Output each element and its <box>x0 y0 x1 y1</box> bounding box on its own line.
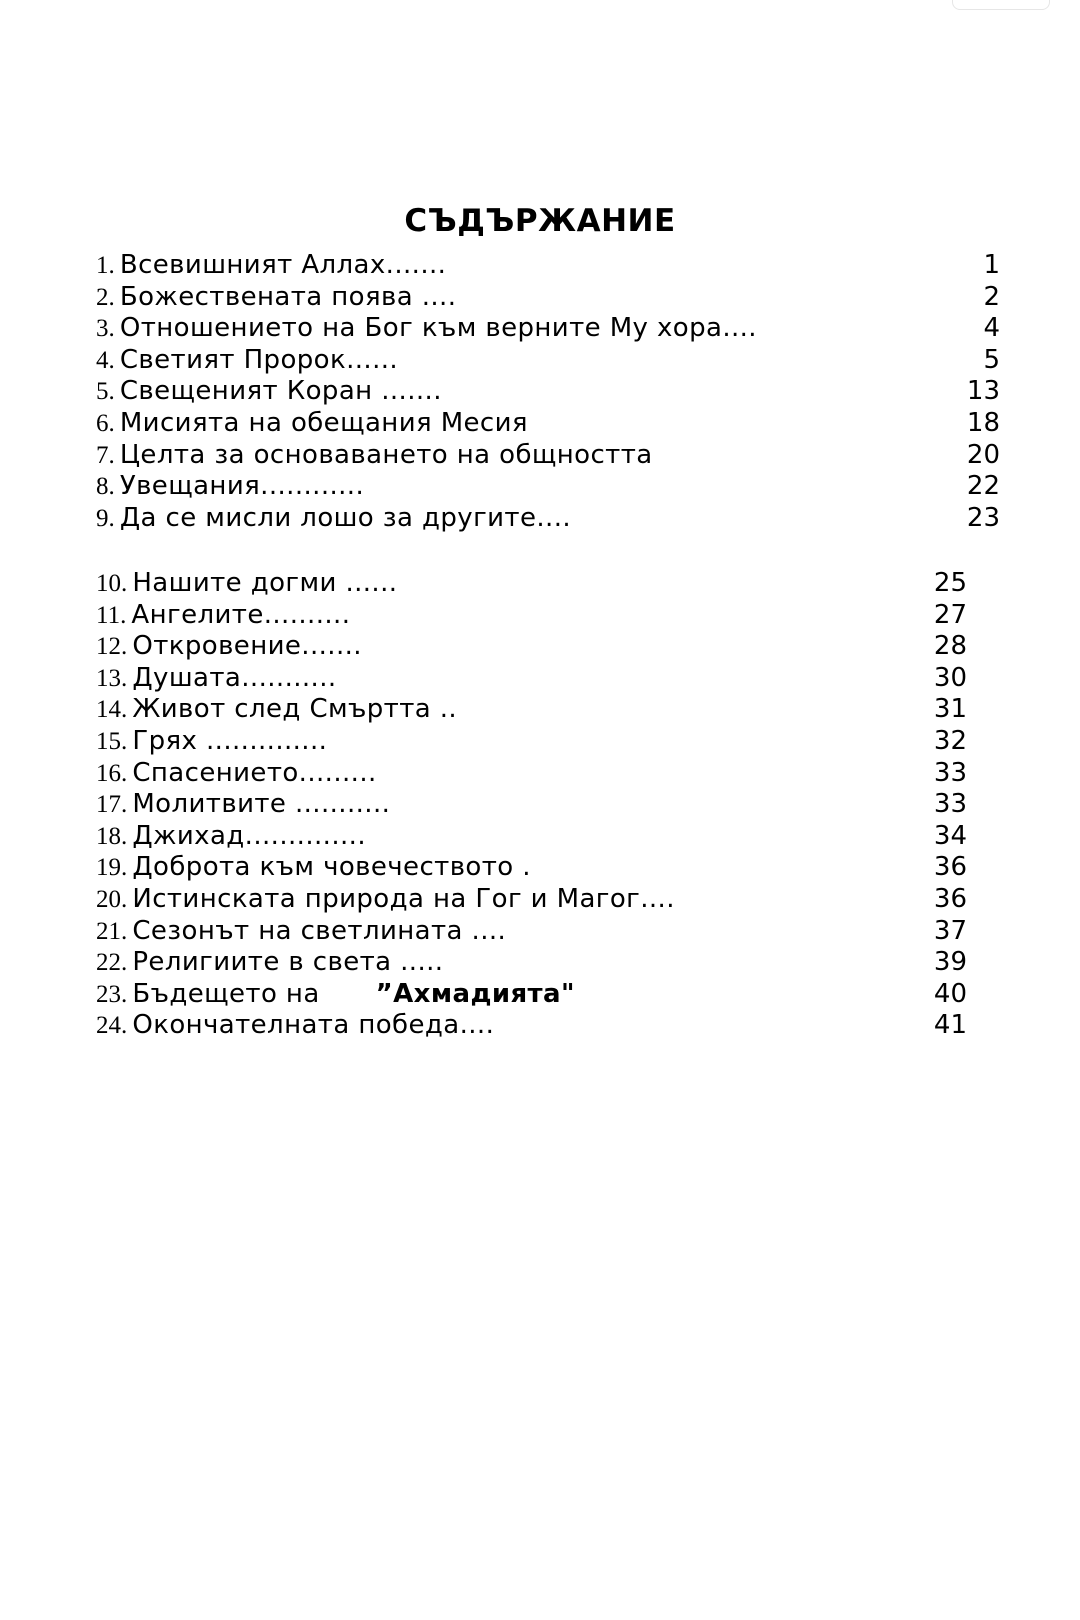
toc-entry-title: Грях .............. <box>132 725 328 756</box>
toc-entry-page-number: 27 <box>933 599 967 630</box>
toc-entry-number: 16. <box>96 759 128 787</box>
toc-entry-title: Религиите в света ..... <box>132 947 444 978</box>
toc-entry <box>96 471 1000 503</box>
toc-group-1 <box>96 250 1000 534</box>
toc-entry <box>96 789 1000 821</box>
toc-entry-title: Откровение....... <box>132 631 362 662</box>
toc-entry-number: 18. <box>96 822 128 850</box>
toc-entry <box>96 250 1000 282</box>
toc-entry <box>96 694 1000 726</box>
toc-entry-number: 12. <box>96 633 128 661</box>
toc-entry <box>96 884 1000 916</box>
toc-entry-page-number: 34 <box>933 820 967 851</box>
toc-entry <box>96 282 1000 314</box>
toc-entry-page-number: 4 <box>983 313 1000 344</box>
toc-entry <box>96 821 1000 853</box>
toc-entry <box>96 600 1000 632</box>
toc-entry-emphasis: ”Ахмадията" <box>375 978 575 1009</box>
toc-entry-number: 23. <box>96 980 128 1008</box>
toc-entry <box>96 758 1000 790</box>
toc-entry-number: 24. <box>96 1012 128 1040</box>
toc-group-2 <box>96 568 1000 1042</box>
toc-entry-number: 17. <box>96 791 128 819</box>
toc-entry <box>96 947 1000 979</box>
toc-entry <box>96 440 1000 472</box>
toc-entry <box>96 313 1000 345</box>
toc-entry-number: 2. <box>96 283 115 311</box>
toc-entry-title: Живот след Смъртта .. <box>132 694 458 725</box>
toc-entry-title: Божествената поява .... <box>119 281 457 312</box>
toc-entry-number: 3. <box>96 315 115 343</box>
toc-entry-title: Окончателната победа.... <box>132 1010 495 1041</box>
toc-entry <box>96 631 1000 663</box>
toc-entry-page-number: 18 <box>966 407 1000 438</box>
toc-entry-page-number: 25 <box>933 568 967 598</box>
toc-entry-title: Ангелите.......... <box>131 599 351 630</box>
toc-entry <box>96 568 1000 600</box>
toc-entry-page-number: 37 <box>933 915 967 946</box>
toc-entry-page-number: 1 <box>983 250 1000 280</box>
toc-entry <box>96 663 1000 695</box>
toc-entry-number: 10. <box>96 570 128 597</box>
toc-entry-number: 19. <box>96 854 128 882</box>
toc-entry-title: Истинската природа на Гог и Магог.... <box>132 883 675 914</box>
toc-entry-number: 14. <box>96 696 128 724</box>
toc-entry-number: 11. <box>96 601 127 629</box>
toc-entry-title: Всевишният Аллах....... <box>119 250 447 280</box>
toc-entry-page-number: 20 <box>966 439 1000 470</box>
toc-entry-number: 5. <box>96 378 115 406</box>
toc-entry-page-number: 36 <box>933 883 967 914</box>
toc-entry-page-number: 30 <box>933 662 967 693</box>
toc-entry-page-number: 41 <box>933 1010 967 1041</box>
toc-entry-page-number: 2 <box>983 281 1000 312</box>
toc-entry-page-number: 5 <box>983 344 1000 375</box>
toc-entry-page-number: 23 <box>966 502 1000 533</box>
toc-entry-page-number: 36 <box>933 852 967 883</box>
toc-entry-title: Светият Пророк...... <box>119 344 399 375</box>
toc-entry-number: 9. <box>96 504 115 532</box>
toc-entry-page-number: 28 <box>933 631 967 662</box>
toc-entry-title: Доброта към човечеството . <box>132 852 531 883</box>
toc-entry <box>96 376 1000 408</box>
toc-entry-page-number: 32 <box>933 725 967 756</box>
toc-entry-title: Джихад.............. <box>132 820 366 851</box>
toc-entry-title: Бъдещето на <box>132 978 320 1009</box>
toc-entry <box>96 979 1000 1011</box>
toc-entry-page-number: 40 <box>933 978 967 1009</box>
toc-entry-number: 22. <box>96 949 128 977</box>
toc-entry-title: Целта за основаването на общността <box>119 439 653 470</box>
toc-entry <box>96 408 1000 440</box>
toc-entry <box>96 726 1000 758</box>
toc-entry-title: Увещания............ <box>119 471 365 502</box>
toc-entry-number: 1. <box>96 252 115 279</box>
toc-entry-page-number: 33 <box>933 757 967 788</box>
toc-entry <box>96 345 1000 377</box>
toc-entry-title: Да се мисли лошо за другите.... <box>119 502 572 533</box>
toc-entry-number: 21. <box>96 917 128 945</box>
toc-entry-number: 13. <box>96 664 128 692</box>
toc-entry <box>96 1010 1000 1042</box>
top-corner-tab <box>952 0 1050 10</box>
toc-entry-number: 15. <box>96 727 128 755</box>
toc-entry-title: Молитвите ........... <box>132 789 391 820</box>
toc-entry-title: Свещеният Коран ....... <box>119 376 442 407</box>
page-title: СЪДЪРЖАНИЕ <box>404 202 676 239</box>
toc-entry-page-number: 13 <box>966 376 1000 407</box>
toc-entry-title: Мисията на обещания Месия <box>119 407 528 438</box>
toc-entry-number: 8. <box>96 473 115 501</box>
toc-entry-number: 20. <box>96 885 128 913</box>
toc-entry-title: Душата........... <box>132 662 337 693</box>
toc-entry-number: 4. <box>96 346 115 374</box>
toc-entry-title: Нашите догми ...... <box>132 568 398 598</box>
toc-entry <box>96 916 1000 948</box>
toc-entry-number: 7. <box>96 441 115 469</box>
toc-entry-title: Отношението на Бог към верните Му хора.... <box>119 313 757 344</box>
toc-entry-title: Сезонът на светлината .... <box>132 915 507 946</box>
toc-entry-page-number: 39 <box>933 947 967 978</box>
toc-entry-page-number: 31 <box>933 694 967 725</box>
toc-entry-number: 6. <box>96 409 115 437</box>
toc-entry-page-number: 22 <box>966 471 1000 502</box>
toc-entry-page-number: 33 <box>933 789 967 820</box>
toc-entry-title: Спасението......... <box>132 757 377 788</box>
toc-entry <box>96 852 1000 884</box>
toc-entry <box>96 503 1000 535</box>
